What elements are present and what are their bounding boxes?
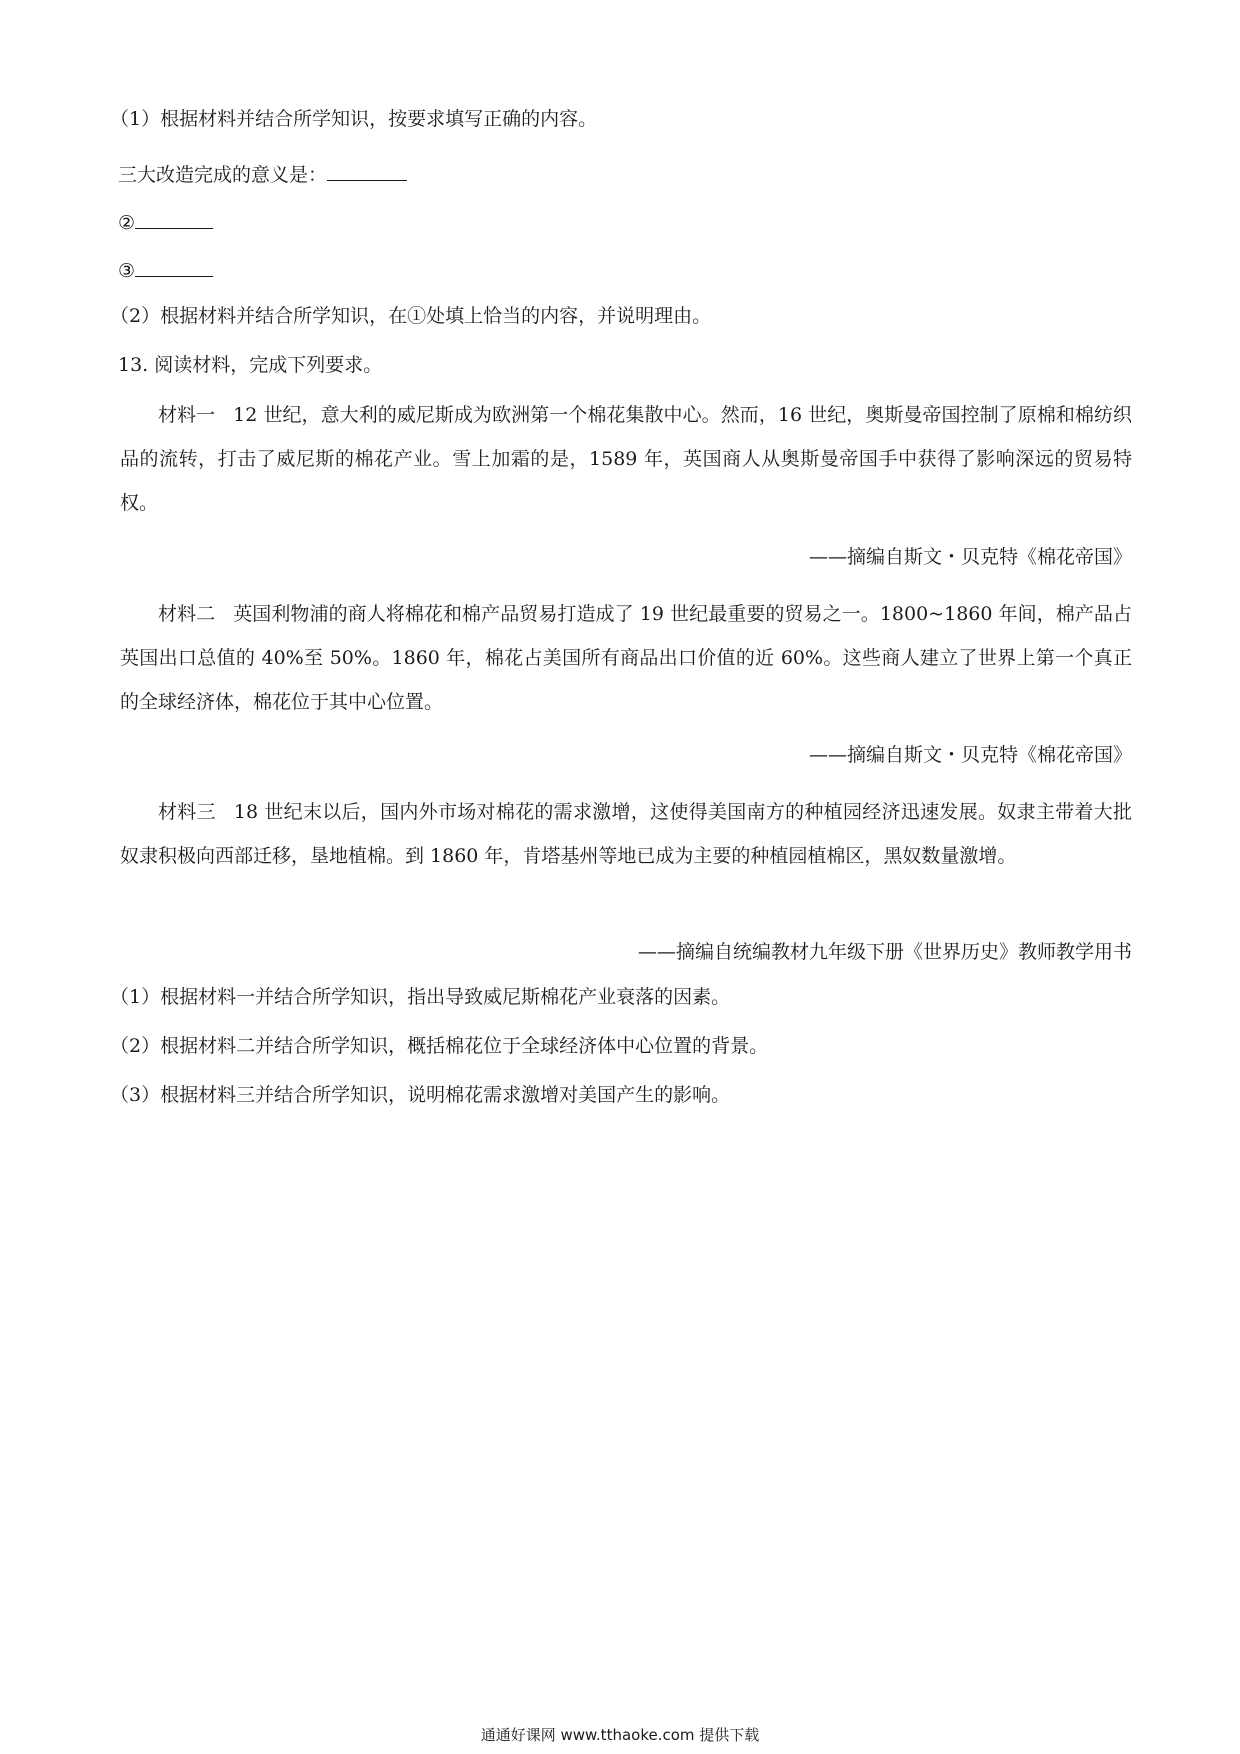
q12-sub2: （2）根据材料并结合所学知识，在①处填上恰当的内容，并说明理由。 bbox=[110, 305, 712, 327]
material-1 bbox=[120, 393, 1132, 525]
material-2-text: 英国利物浦的商人将棉花和棉产品贸易打造成了 19 世纪最重要的贸易之一。1800~1860 年间，棉产品占英国出口总值的 40%至 50%。1860 年，棉花占美国所有商品出口价值的近 60%。这些商人建立了世界上第一个真正的全球经济体，棉花位于其中心位置。 bbox=[120, 603, 1132, 713]
answer-blank-meaning[interactable] bbox=[327, 164, 407, 181]
answer-blank-3[interactable] bbox=[135, 260, 213, 277]
blank2-marker: ② bbox=[118, 212, 136, 234]
material-3 bbox=[120, 790, 1132, 878]
material-2-source: ——摘编自斯文・贝克特《棉花帝国》 bbox=[808, 744, 1132, 766]
material-3-source: ——摘编自统编教材九年级下册《世界历史》教师教学用书 bbox=[637, 941, 1132, 963]
page-footer: 通通好课网 www.tthaoke.com 提供下载 bbox=[480, 1726, 760, 1744]
q13-question-3: （3）根据材料三并结合所学知识，说明棉花需求激增对美国产生的影响。 bbox=[110, 1084, 731, 1106]
q13-question-1: （1）根据材料一并结合所学知识，指出导致威尼斯棉花产业衰落的因素。 bbox=[110, 986, 731, 1008]
material-3-label: 材料三 bbox=[158, 801, 216, 823]
material-3-text: 18 世纪末以后，国内外市场对棉花的需求激增，这使得美国南方的种植园经济迅速发展。奴隶主带着大批奴隶积极向西部迁移，垦地植棉。到 1860 年，肯塔基州等地已成为主要的种植园植棉区，黑奴数量激增。 bbox=[120, 801, 1132, 867]
q12-blank2-line bbox=[118, 212, 213, 233]
q13-title: 13. 阅读材料，完成下列要求。 bbox=[118, 354, 383, 376]
material-1-source: ——摘编自斯文・贝克特《棉花帝国》 bbox=[808, 546, 1132, 568]
answer-blank-2[interactable] bbox=[135, 212, 213, 229]
material-1-text: 12 世纪，意大利的威尼斯成为欧洲第一个棉花集散中心。然而，16 世纪，奥斯曼帝国控制了原棉和棉纺织品的流转，打击了威尼斯的棉花产业。雪上加霜的是，1589 年，英国商人从奥斯曼帝国手中获得了影响深远的贸易特权。 bbox=[120, 404, 1132, 514]
q12-meaning-line bbox=[118, 164, 407, 185]
q12-blank3-line bbox=[118, 260, 213, 281]
blank3-marker: ③ bbox=[118, 260, 136, 282]
material-2 bbox=[120, 592, 1132, 724]
q12-sub1: （1）根据材料并结合所学知识，按要求填写正确的内容。 bbox=[110, 108, 598, 130]
material-1-label: 材料一 bbox=[158, 404, 216, 426]
q13-question-2: （2）根据材料二并结合所学知识，概括棉花位于全球经济体中心位置的背景。 bbox=[110, 1035, 769, 1057]
q12-meaning-prompt: 三大改造完成的意义是： bbox=[118, 164, 328, 186]
material-2-label: 材料二 bbox=[158, 603, 216, 625]
